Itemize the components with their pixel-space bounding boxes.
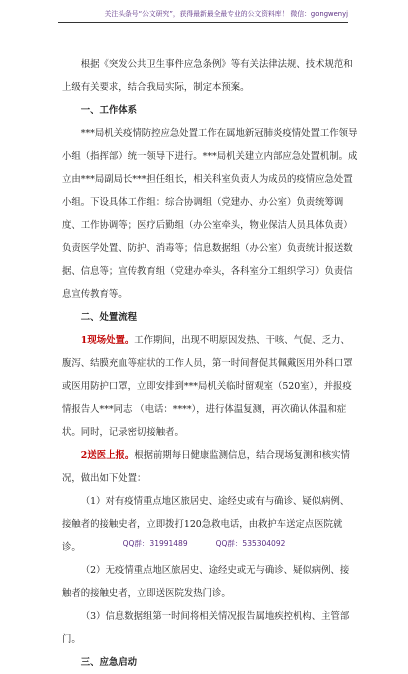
item-2-paragraph bbox=[62, 444, 358, 490]
sub-item-3: （3）信息数据组第一时间将相关情况报告属地疾控机构、主管部门。 bbox=[62, 611, 350, 645]
page-header: 关注头条号“公文研究”，获得最新最全最专业的公文资料库！ 微信：gongwenyj bbox=[104, 10, 348, 18]
footer-qq-group-1: QQ群：31991489 bbox=[122, 539, 188, 548]
footer-qq-group-2: QQ群：535304092 bbox=[215, 539, 286, 548]
item-1-text: 工作期间，出现不明原因发热、干咳、气促、乏力、腹泻、结膜充血等症状的工作人员，第一时间督促其佩戴医用外科口罩或医用防护口罩，立即安排到***局机关临时留观室（520室），并报疫情报告人***同志 （电话：****），进行体温复测，再次确认体温和症状。同时，记录密切接触者。 bbox=[62, 335, 353, 438]
sub-item-2: （2）无疫情重点地区旅居史、途经史或无与确诊、疑似病例、接触者的接触史者，立即送医院发热门诊。 bbox=[62, 565, 350, 599]
item-2-label: 2送医上报。 bbox=[80, 450, 135, 461]
intro-paragraph: 根据《突发公共卫生事件应急条例》等有关法律法规、技术规范和上级有关要求，结合我局实际，制定本预案。 bbox=[62, 59, 353, 93]
item-1-paragraph bbox=[62, 329, 358, 444]
sub-item-1: （1）对有疫情重点地区旅居史、途经史或有与确诊、疑似病例、接触者的接触史者，立即拨打120急救电话，由救护车送定点医院就诊。 bbox=[62, 496, 350, 553]
section-heading-2: 二、处置流程 bbox=[80, 312, 138, 323]
section-heading-3: 三、应急启动 bbox=[80, 657, 138, 668]
page-footer bbox=[0, 538, 408, 549]
item-2-text: 根据前期每日健康监测信息，结合现场复测和核实情况，做出如下处置： bbox=[62, 450, 350, 484]
item-1-label: 1现场处置。 bbox=[80, 335, 135, 346]
section-1-paragraph: ***局机关疫情防控应急处置工作在属地新冠肺炎疫情处置工作领导小组（指挥部）统一领导下进行。***局机关建立内部应急处置机制。成立由***局副局长***担任组长，相关科室负责人为成员的疫情应急处置小组。下设具体工作组：综合协调组（党建办、办公室）负责统筹调度、工作协调等；医疗后勤组（办公室牵头，物业保洁人员具体负责）负责医学处置、防护、消毒等；信息数据组（办公室）负责统计报送数据、信息等；宣传教育组（党建办牵头，各科室分工组织学习）负责信息宣传教育等。 bbox=[62, 128, 358, 300]
section-heading-1: 一、工作体系 bbox=[80, 105, 138, 116]
header-divider bbox=[58, 22, 348, 23]
document-body bbox=[62, 53, 358, 674]
